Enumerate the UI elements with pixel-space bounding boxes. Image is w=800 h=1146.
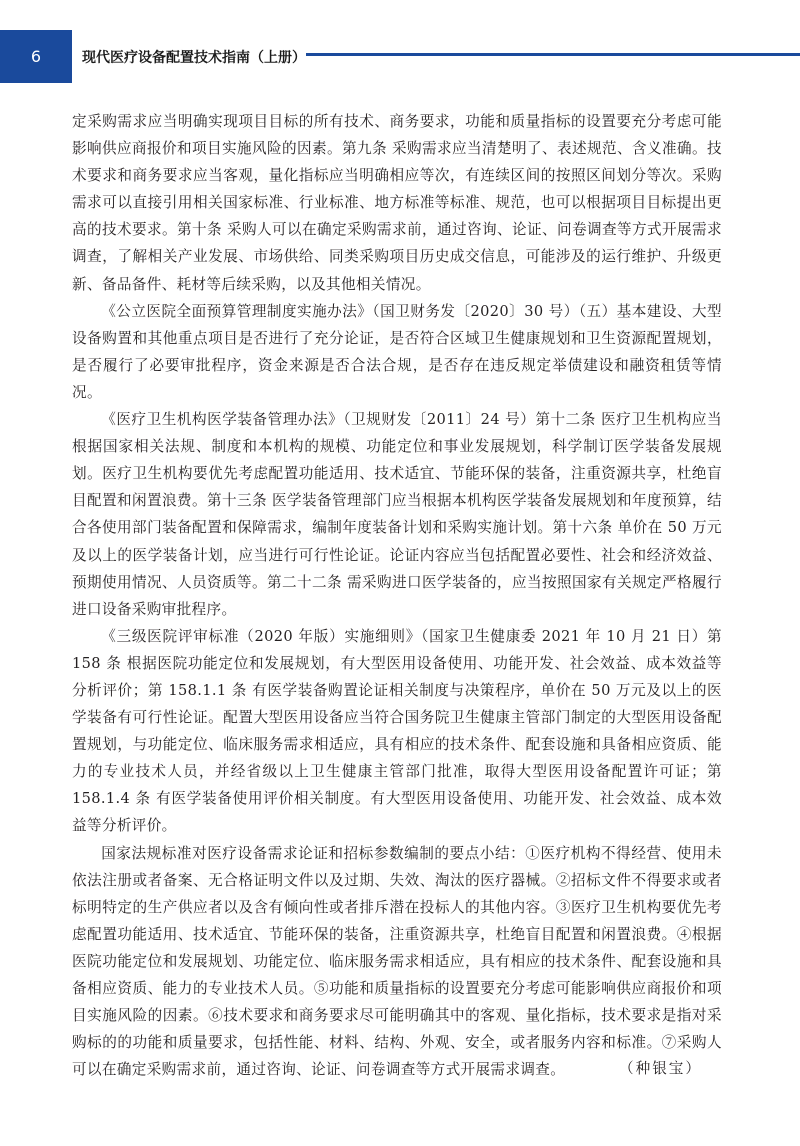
paragraph-budget-measures: 《公立医院全面预算管理制度实施办法》（国卫财务发〔2020〕30 号）（五）基本建设、大型设备购置和其他重点项目是否进行了充分论证，是否符合区域卫生健康规划和卫生资源配置规划，是否履行了必要审批程序，资金来源是否合法合规，是否存在违反规定举债建设和融资租赁等情况。 xyxy=(72,302,722,401)
paragraph-procurement-needs: 定采购需求应当明确实现项目目标的所有技术、商务要求，功能和质量指标的设置要充分考虑可能影响供应商报价和项目实施风险的因素。第九条 采购需求应当清楚明了、表述规范、含义准确。技术要求和商务要求应当客观，量化指标应当明确相应等次，有连续区间的按照区间划分等次。采购需求可以直接引用相关国家标准、行业标准、地方标准等标准、规范，也可以根据项目目标提出更高的技术要求。第十条 采购人可以在确定采购需求前，通过咨询、论证、问卷调查等方式开展需求调查，了解相关产业发展、市场供给、同类采购项目历史成交信息，可能涉及的运行维护、升级更新、备品备件、耗材等后续采购，以及其他相关情况。 xyxy=(72,113,722,293)
paragraph-equipment-management: 《医疗卫生机构医学装备管理办法》（卫规财发〔2011〕24 号）第十二条 医疗卫生机构应当根据国家相关法规、制度和本机构的规模、功能定位和事业发展规划，科学制订医学装备发展规划。医疗卫生机构要优先考虑配置功能适用、技术适宜、节能环保的装备，注重资源共享，杜绝盲目配置和闲置浪费。第十三条 医学装备管理部门应当根据本机构医学装备发展规划和年度预算，结合各使用部门装备配置和保障需求，编制年度装备计划和采购实施计划。第十六条 单价在 50 万元及以上的医学装备计划，应当进行可行性论证。论证内容应当包括配置必要性、社会和经济效益、预期使用情况、人员资质等。第二十二条 需采购进口医学装备的，应当按照国家有关规定严格履行进口设备采购审批程序。 xyxy=(72,411,722,618)
paragraph-summary: 国家法规标准对医疗设备需求论证和招标参数编制的要点小结：①医疗机构不得经营、使用未依法注册或者备案、无合格证明文件以及过期、失效、淘汰的医疗器械。②招标文件不得要求或者标明特定的生产供应者以及含有倾向性或者排斥潜在投标人的其他内容。③医疗卫生机构要优先考虑配置功能适用、技术适宜、节能环保的装备，注重资源共享，杜绝盲目配置和闲置浪费。④根据医院功能定位和发展规划、功能定位、临床服务需求相适应，具有相应的技术条件、配套设施和具备相应资质、能力的专业技术人员。⑤功能和质量指标的设置要充分考虑可能影响供应商报价和项目实施风险的因素。⑥技术要求和商务要求尽可能明确其中的客观、量化指标，技术要求是指对采购标的的功能和质量要求，包括性能、材料、结构、外观、安全，或者服务内容和标准。⑦采购人可以在确定采购需求前，通过咨询、论证、问卷调查等方式开展需求调查。 xyxy=(72,844,722,1079)
author-signature: （种银宝） xyxy=(619,1060,702,1077)
body-text xyxy=(72,108,722,1083)
running-title: 现代医疗设备配置技术指南（上册） xyxy=(82,50,306,66)
header-rule xyxy=(306,53,800,56)
page-number: 6 xyxy=(0,30,72,83)
paragraph-hospital-review-standard: 《三级医院评审标准（2020 年版）实施细则》（国家卫生健康委 2021 年 10 月 21 日）第 158 条 根据医院功能定位和发展规划，有大型医用设备使用、功能开发、社会效益、成本效益等分析评价；第 158.1.1 条 有医学装备购置论证相关制度与决策程序，单价在 50 万元及以上的医学装备有可行性论证。配置大型医用设备应当符合国务院卫生健康主管部门制定的大型医用设备配置规划，与功能定位、临床服务需求相适应，具有相应的技术条件、配套设施和具备相应资质、能力的专业技术人员，并经省级以上卫生健康主管部门批准，取得大型医用设备配置许可证；第 158.1.4 条 有医学装备使用评价相关制度。有大型医用设备使用、功能开发、社会效益、成本效益等分析评价。 xyxy=(72,627,722,835)
page-header xyxy=(0,0,800,90)
